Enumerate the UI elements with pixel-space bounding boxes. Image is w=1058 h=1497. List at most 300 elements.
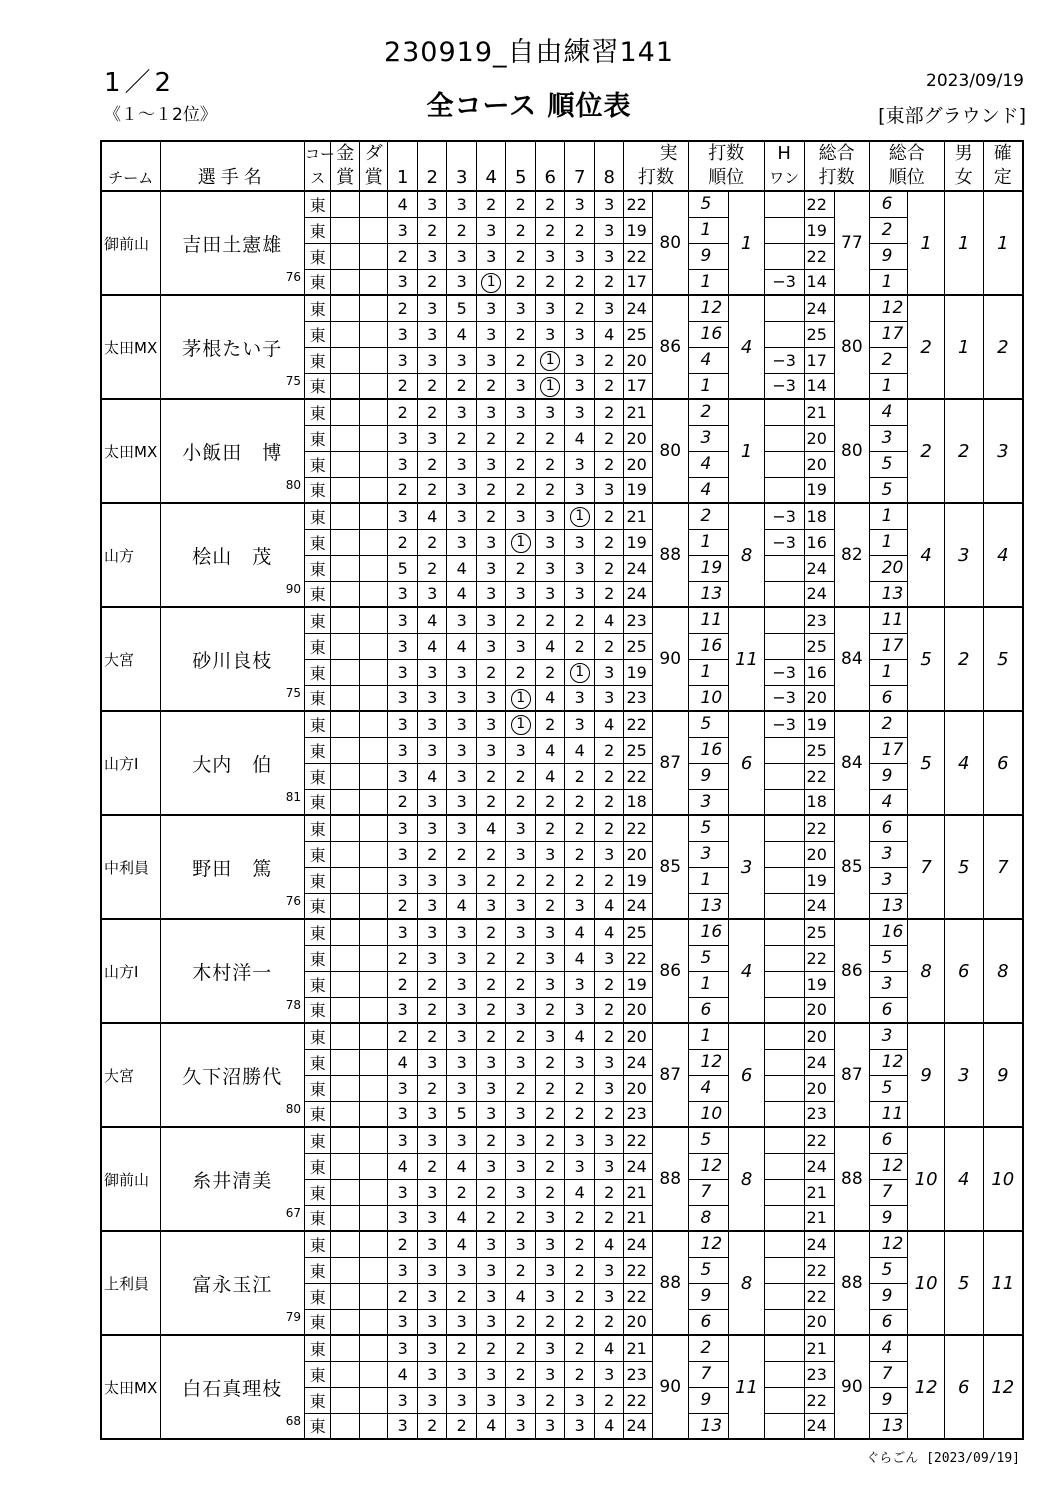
round-rank-cell: 4 [688, 347, 729, 373]
col-hole-2-top [417, 141, 447, 166]
da-prize-cell [359, 191, 387, 217]
col-hole-8-top [594, 141, 624, 166]
hole-in-one-cell [764, 581, 804, 607]
hole-cell: 3 [388, 711, 418, 737]
hole-cell: 3 [417, 1127, 447, 1153]
adjusted-rank-cell: 9 [869, 1283, 908, 1309]
round-score-cell: 19 [624, 659, 652, 685]
actual-total-cell: 87 [652, 1023, 688, 1127]
adjusted-rank-cell: 5 [869, 477, 908, 503]
adjusted-score-cell: 24 [804, 893, 835, 919]
hole-cell: 3 [447, 789, 477, 815]
course-cell: 東 [305, 919, 331, 945]
hole-cell: 2 [506, 321, 536, 347]
col-gold-top: 金 [331, 141, 359, 166]
adjusted-score-cell: 19 [804, 217, 835, 243]
adjusted-rank-cell: 6 [869, 1127, 908, 1153]
hole-cell: 3 [476, 1153, 506, 1179]
hole-cell: 2 [565, 607, 595, 633]
adjusted-score-cell: 22 [804, 191, 835, 217]
round-rank-cell: 2 [688, 1335, 729, 1361]
hole-cell: 2 [535, 1387, 565, 1413]
hole-cell: 3 [535, 1413, 565, 1439]
hole-cell: 2 [447, 1335, 477, 1361]
course-cell: 東 [305, 659, 331, 685]
player-name [160, 1231, 305, 1335]
col-da-top: ダ [359, 141, 387, 166]
col-hole-3-top [447, 141, 477, 166]
hole-cell: 2 [594, 581, 624, 607]
hole-cell [476, 269, 506, 295]
adjusted-rank-cell: 1 [869, 503, 908, 529]
da-prize-cell [359, 451, 387, 477]
gender-rank-cell: 3 [944, 1023, 983, 1127]
course-cell: 東 [305, 1049, 331, 1075]
col-total-top: 総合 [804, 141, 869, 166]
round-rank-cell: 10 [688, 1101, 729, 1127]
gold-prize-cell [331, 1413, 359, 1439]
hole-cell: 3 [535, 1231, 565, 1257]
hole-cell: 3 [417, 659, 447, 685]
hole-cell: 3 [388, 841, 418, 867]
course-cell: 東 [305, 191, 331, 217]
hole-cell: 3 [388, 919, 418, 945]
gold-prize-cell [331, 191, 359, 217]
adjusted-rank-cell: 6 [869, 685, 908, 711]
round-score-cell: 20 [624, 1023, 652, 1049]
hole-in-one-cell [764, 555, 804, 581]
adjusted-score-cell: 21 [804, 1179, 835, 1205]
round-rank-cell: 6 [688, 997, 729, 1023]
hole-cell: 4 [388, 1049, 418, 1075]
gold-prize-cell [331, 1075, 359, 1101]
team-name: 山方Ⅰ [101, 919, 160, 1023]
course-cell: 東 [305, 1127, 331, 1153]
hole-cell: 2 [594, 347, 624, 373]
round-rank-cell: 1 [688, 867, 729, 893]
hole-cell: 3 [417, 919, 447, 945]
round-rank-cell: 19 [688, 555, 729, 581]
hole-cell: 2 [535, 1101, 565, 1127]
gold-prize-cell [331, 269, 359, 295]
hole-cell: 3 [535, 1023, 565, 1049]
player-age: 80 [285, 1102, 302, 1116]
col-hole-5-top [506, 141, 536, 166]
gold-prize-cell [331, 555, 359, 581]
round-score-cell: 19 [624, 867, 652, 893]
adjusted-rank-cell: 9 [869, 763, 908, 789]
col-gender-top: 男 [944, 141, 983, 166]
adjusted-rank-cell: 5 [869, 1075, 908, 1101]
col-h-bottom: ワン [764, 166, 804, 191]
da-prize-cell [359, 919, 387, 945]
hole-cell [535, 373, 565, 399]
final-rank-cell: 5 [983, 607, 1023, 711]
round-rank-cell: 3 [688, 425, 729, 451]
hole-cell [506, 711, 536, 737]
course-cell: 東 [305, 451, 331, 477]
hole-cell: 2 [388, 1023, 418, 1049]
hole-cell: 2 [535, 893, 565, 919]
hole-cell: 3 [447, 763, 477, 789]
hole-cell: 3 [565, 399, 595, 425]
hole-cell: 2 [594, 529, 624, 555]
hole-cell: 2 [506, 1335, 536, 1361]
table-row [101, 711, 1023, 737]
adjusted-rank-cell: 6 [869, 191, 908, 217]
hole-cell: 4 [565, 737, 595, 763]
hole-in-one-cell [764, 477, 804, 503]
hole-cell: 2 [565, 217, 595, 243]
hole-in-one-cell [764, 1179, 804, 1205]
hole-cell: 3 [565, 1049, 595, 1075]
col-gender-bottom: 女 [944, 166, 983, 191]
overall-rank-cell: 5 [908, 607, 945, 711]
gender-rank-cell: 4 [944, 711, 983, 815]
hole-cell: 2 [506, 243, 536, 269]
actual-total-cell: 88 [652, 1127, 688, 1231]
hole-cell: 3 [388, 685, 418, 711]
gold-prize-cell [331, 659, 359, 685]
hole-cell: 4 [476, 1413, 506, 1439]
course-cell: 東 [305, 1361, 331, 1387]
table-row [101, 815, 1023, 841]
adjusted-score-cell: 22 [804, 1283, 835, 1309]
hole-in-one-cell [764, 425, 804, 451]
col-hole-2: 2 [417, 166, 447, 191]
da-prize-cell [359, 1361, 387, 1387]
hole-cell: 3 [535, 945, 565, 971]
hole-cell: 3 [447, 919, 477, 945]
hole-cell [565, 503, 595, 529]
col-actual-bottom: 打数 [624, 166, 688, 191]
actual-total-cell: 88 [652, 1231, 688, 1335]
adjusted-rank-cell: 6 [869, 815, 908, 841]
player-name-text: 糸井清美 [192, 1169, 273, 1192]
player-age: 81 [285, 790, 302, 804]
da-prize-cell [359, 633, 387, 659]
hole-cell: 3 [388, 1335, 418, 1361]
gender-rank-cell: 2 [944, 399, 983, 503]
course-cell: 東 [305, 893, 331, 919]
hole-cell: 2 [506, 1205, 536, 1231]
hole-cell: 2 [476, 1205, 506, 1231]
adjusted-score-cell: 18 [804, 789, 835, 815]
hole-cell: 2 [594, 373, 624, 399]
course-cell: 東 [305, 529, 331, 555]
hole-in-one-cell [764, 1023, 804, 1049]
gender-rank-cell: 6 [944, 1335, 983, 1439]
hole-cell: 3 [447, 1257, 477, 1283]
course-cell: 東 [305, 1413, 331, 1439]
gold-prize-cell [331, 1153, 359, 1179]
hole-cell: 3 [388, 1413, 418, 1439]
gold-prize-cell [331, 1257, 359, 1283]
da-prize-cell [359, 399, 387, 425]
course-cell: 東 [305, 217, 331, 243]
team-name: 大宮 [101, 607, 160, 711]
hole-cell: 3 [388, 503, 418, 529]
round-score-cell: 23 [624, 685, 652, 711]
hole-cell: 2 [417, 1153, 447, 1179]
gold-prize-cell [331, 1101, 359, 1127]
player-name [160, 191, 305, 295]
hole-cell: 2 [594, 503, 624, 529]
adjusted-score-cell: 20 [804, 425, 835, 451]
hole-cell: 3 [417, 685, 447, 711]
table-row [101, 191, 1023, 217]
actual-total-cell: 85 [652, 815, 688, 919]
hole-cell: 2 [506, 1023, 536, 1049]
da-prize-cell [359, 685, 387, 711]
table-row [101, 295, 1023, 321]
hole-cell: 3 [476, 1309, 506, 1335]
hole-cell: 2 [594, 971, 624, 997]
team-name: 上利員 [101, 1231, 160, 1335]
da-prize-cell [359, 1075, 387, 1101]
hole-cell: 2 [506, 217, 536, 243]
actual-total-cell: 80 [652, 399, 688, 503]
gender-rank-cell: 5 [944, 1231, 983, 1335]
player-age: 68 [285, 1414, 302, 1428]
hole-cell: 2 [565, 815, 595, 841]
hole-cell: 3 [388, 633, 418, 659]
hole-cell: 3 [417, 191, 447, 217]
hole-in-one-cell [764, 1049, 804, 1075]
hole-cell: 3 [594, 841, 624, 867]
hole-in-one-cell [764, 1101, 804, 1127]
adjusted-score-cell: 25 [804, 737, 835, 763]
hole-in-one-cell [764, 1231, 804, 1257]
course-cell: 東 [305, 841, 331, 867]
player-name [160, 1335, 305, 1439]
hole-cell: 3 [476, 685, 506, 711]
team-name: 中利員 [101, 815, 160, 919]
team-name: 太田MX [101, 1335, 160, 1439]
adjusted-score-cell: 21 [804, 1205, 835, 1231]
hole-cell: 3 [417, 581, 447, 607]
course-cell: 東 [305, 1231, 331, 1257]
final-rank-cell: 9 [983, 1023, 1023, 1127]
hole-in-one-cell [764, 321, 804, 347]
gold-prize-cell [331, 581, 359, 607]
hole-cell: 2 [594, 997, 624, 1023]
course-cell: 東 [305, 347, 331, 373]
round-score-cell: 25 [624, 737, 652, 763]
gold-prize-cell [331, 815, 359, 841]
adjusted-score-cell: 22 [804, 945, 835, 971]
hole-cell: 3 [476, 529, 506, 555]
hole-cell: 3 [506, 295, 536, 321]
hole-cell: 4 [388, 1153, 418, 1179]
hole-cell: 3 [594, 1283, 624, 1309]
course-cell: 東 [305, 581, 331, 607]
hole-cell: 2 [417, 971, 447, 997]
hole-cell: 3 [447, 997, 477, 1023]
da-prize-cell [359, 581, 387, 607]
overall-rank-cell: 10 [908, 1231, 945, 1335]
hole-cell: 2 [447, 217, 477, 243]
gold-prize-cell [331, 503, 359, 529]
gold-prize-cell [331, 399, 359, 425]
player-age: 76 [285, 270, 302, 284]
hole-cell: 3 [535, 555, 565, 581]
col-hole-6-top [535, 141, 565, 166]
hole-in-one-cell [764, 997, 804, 1023]
round-rank-cell: 3 [688, 789, 729, 815]
hole-cell: 2 [476, 1023, 506, 1049]
gold-prize-cell [331, 451, 359, 477]
final-rank-cell: 4 [983, 503, 1023, 607]
hole-cell: 2 [594, 1205, 624, 1231]
hole-cell: 2 [476, 919, 506, 945]
round-rank-cell: 12 [688, 295, 729, 321]
hole-cell: 2 [388, 243, 418, 269]
hole-cell: 3 [565, 555, 595, 581]
adjusted-score-cell: 25 [804, 919, 835, 945]
hole-cell: 2 [447, 1413, 477, 1439]
hole-cell: 2 [476, 659, 506, 685]
actual-total-cell: 88 [652, 503, 688, 607]
hole-cell: 3 [506, 373, 536, 399]
gold-prize-cell [331, 1023, 359, 1049]
hole-cell: 3 [565, 1127, 595, 1153]
hole-in-one-cell [764, 607, 804, 633]
stroke-rank-cell: 6 [729, 711, 765, 815]
hole-cell: 3 [535, 581, 565, 607]
hole-cell: 3 [417, 789, 447, 815]
course-cell: 東 [305, 633, 331, 659]
hole-cell: 2 [535, 1127, 565, 1153]
hole-in-one-cell: −3 [764, 373, 804, 399]
hole-cell: 2 [388, 529, 418, 555]
course-cell: 東 [305, 1257, 331, 1283]
col-total-rank-top: 総合 [869, 141, 944, 166]
adjusted-score-cell: 22 [804, 1257, 835, 1283]
hole-cell: 2 [506, 659, 536, 685]
course-cell: 東 [305, 867, 331, 893]
hole-cell: 4 [447, 581, 477, 607]
hole-cell: 3 [417, 425, 447, 451]
hole-cell: 2 [506, 607, 536, 633]
round-rank-cell: 13 [688, 893, 729, 919]
course-cell: 東 [305, 737, 331, 763]
table-row [101, 919, 1023, 945]
da-prize-cell [359, 893, 387, 919]
hole-cell: 2 [594, 399, 624, 425]
col-hole-4-top [476, 141, 506, 166]
round-rank-cell: 13 [688, 581, 729, 607]
stroke-rank-cell: 3 [729, 815, 765, 919]
round-rank-cell: 9 [688, 243, 729, 269]
hole-cell: 2 [388, 945, 418, 971]
hole-cell: 3 [388, 347, 418, 373]
round-score-cell: 21 [624, 1335, 652, 1361]
hole-in-one-mark: 1 [511, 689, 531, 709]
adjusted-rank-cell: 5 [869, 945, 908, 971]
adjusted-rank-cell: 3 [869, 841, 908, 867]
hole-cell: 3 [476, 399, 506, 425]
hole-cell: 3 [476, 347, 506, 373]
adjusted-rank-cell: 9 [869, 1205, 908, 1231]
overall-rank-cell: 2 [908, 399, 945, 503]
hole-in-one-cell [764, 1361, 804, 1387]
round-score-cell: 22 [624, 945, 652, 971]
da-prize-cell [359, 945, 387, 971]
hole-cell: 2 [565, 1361, 595, 1387]
hole-in-one-cell [764, 815, 804, 841]
stroke-rank-cell: 11 [729, 607, 765, 711]
round-rank-cell: 13 [688, 1413, 729, 1439]
footer-credit: ぐらごん [2023/09/19] [866, 1451, 1020, 1466]
hole-cell: 3 [447, 945, 477, 971]
hole-cell: 3 [388, 607, 418, 633]
da-prize-cell [359, 1101, 387, 1127]
hole-cell: 3 [417, 945, 447, 971]
adjusted-score-cell: 23 [804, 607, 835, 633]
hole-cell: 2 [535, 607, 565, 633]
hole-cell: 2 [388, 893, 418, 919]
adjusted-score-cell: 24 [804, 1153, 835, 1179]
round-score-cell: 17 [624, 269, 652, 295]
team-name: 太田MX [101, 295, 160, 399]
da-prize-cell [359, 1023, 387, 1049]
hole-cell: 3 [565, 971, 595, 997]
hole-cell: 2 [565, 1309, 595, 1335]
hole-in-one-cell: −3 [764, 503, 804, 529]
col-course-top: コー [305, 141, 331, 166]
hole-cell: 2 [535, 1179, 565, 1205]
hole-in-one-cell [764, 1205, 804, 1231]
col-hole-4: 4 [476, 166, 506, 191]
gold-prize-cell [331, 1309, 359, 1335]
round-score-cell: 25 [624, 919, 652, 945]
hole-cell: 2 [594, 555, 624, 581]
total-strokes-cell: 80 [835, 295, 870, 399]
hole-in-one-cell: −3 [764, 529, 804, 555]
round-rank-cell: 10 [688, 685, 729, 711]
round-score-cell: 24 [624, 555, 652, 581]
da-prize-cell [359, 737, 387, 763]
table-row [101, 1231, 1023, 1257]
player-name-text: 木村洋一 [192, 961, 273, 984]
hole-cell: 3 [476, 243, 506, 269]
col-da-bottom: 賞 [359, 166, 387, 191]
col-team: チーム [101, 141, 160, 191]
hole-cell: 3 [447, 971, 477, 997]
round-rank-cell: 4 [688, 477, 729, 503]
final-rank-cell: 12 [983, 1335, 1023, 1439]
hole-cell: 3 [594, 243, 624, 269]
course-cell: 東 [305, 1205, 331, 1231]
gold-prize-cell [331, 373, 359, 399]
hole-cell: 2 [565, 1231, 595, 1257]
hole-cell: 2 [535, 815, 565, 841]
hole-cell: 3 [417, 1101, 447, 1127]
overall-rank-cell: 2 [908, 295, 945, 399]
hole-cell: 3 [594, 1049, 624, 1075]
hole-cell: 3 [476, 737, 506, 763]
round-rank-cell: 12 [688, 1049, 729, 1075]
col-player: 選手名 [160, 141, 305, 191]
hole-cell: 3 [447, 737, 477, 763]
rank-range: 《１～１2位》 [104, 105, 217, 125]
overall-rank-cell: 10 [908, 1127, 945, 1231]
hole-cell: 2 [476, 763, 506, 789]
gold-prize-cell [331, 425, 359, 451]
adjusted-rank-cell: 12 [869, 1153, 908, 1179]
team-name: 御前山 [101, 1127, 160, 1231]
